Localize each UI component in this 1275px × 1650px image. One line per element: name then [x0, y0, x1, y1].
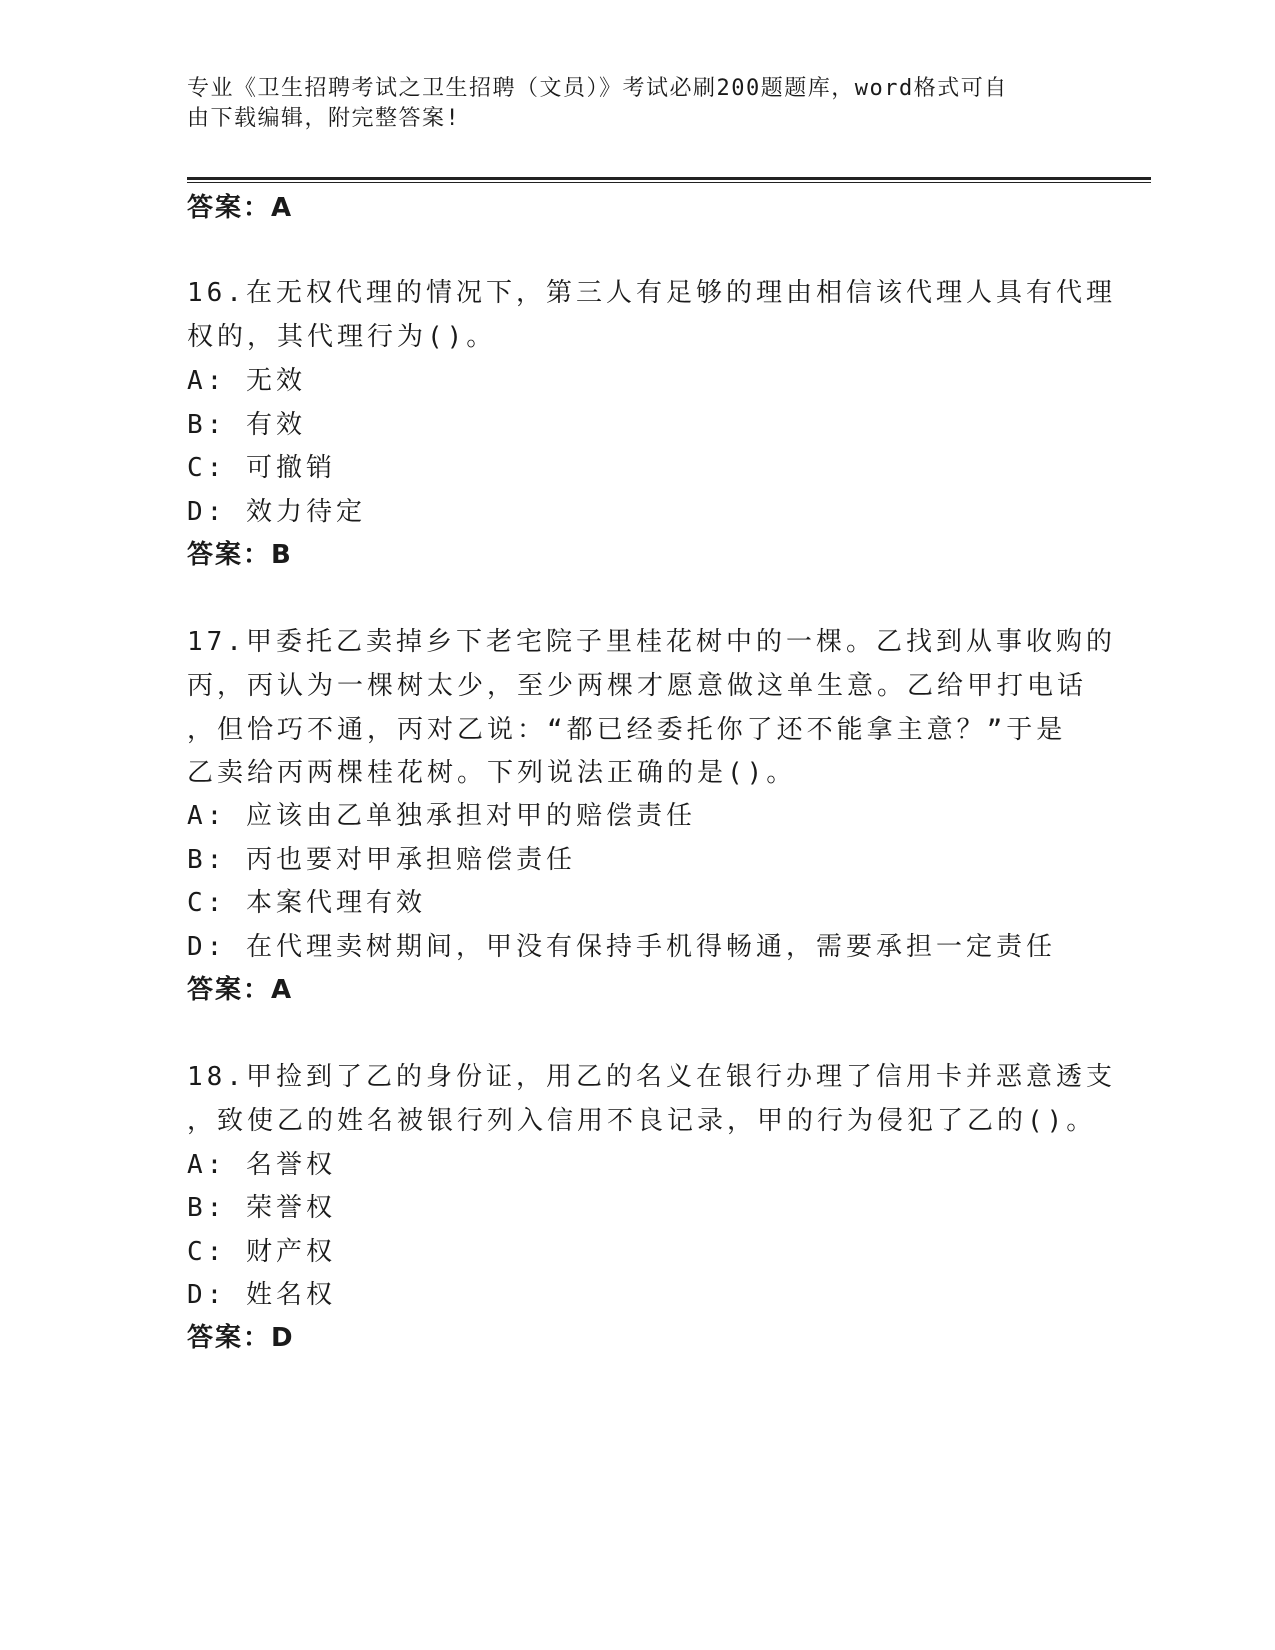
- question-17-stem-line-4: 乙卖给丙两棵桂花树。下列说法正确的是()。: [187, 758, 797, 788]
- question-17-option-b: B: 丙也要对甲承担赔偿责任: [187, 845, 576, 875]
- question-18-option-c: C: 财产权: [187, 1237, 336, 1267]
- question-17-option-d: D: 在代理卖树期间，甲没有保持手机得畅通，需要承担一定责任: [187, 932, 1056, 962]
- question-17-stem-line-2: 丙，丙认为一棵树太少，至少两棵才愿意做这单生意。乙给甲打电话: [187, 671, 1088, 701]
- question-17-option-c: C: 本案代理有效: [187, 888, 426, 918]
- question-16-stem-line-2: 权的，其代理行为()。: [187, 322, 497, 352]
- question-18-stem-line-2: ，致使乙的姓名被银行列入信用不良记录，甲的行为侵犯了乙的()。: [187, 1106, 1097, 1136]
- document-header: [187, 74, 1067, 134]
- question-16-option-a: A: 无效: [187, 366, 306, 396]
- header-line-2: 由下载编辑，附完整答案!: [187, 106, 461, 131]
- question-18-option-d: D: 姓名权: [187, 1280, 336, 1310]
- question-16-option-d: D: 效力待定: [187, 497, 366, 527]
- question-17-answer: 答案：A: [187, 975, 294, 1005]
- header-rule-thick: [187, 177, 1151, 180]
- question-18-option-b: B: 荣誉权: [187, 1193, 336, 1223]
- answer-line: 答案：A: [187, 193, 294, 223]
- header-line-1: 专业《卫生招聘考试之卫生招聘（文员）》考试必刷200题题库，word格式可自: [187, 76, 1008, 101]
- question-16-answer: 答案：B: [187, 540, 293, 570]
- question-17-stem-line-1: 17.甲委托乙卖掉乡下老宅院子里桂花树中的一棵。乙找到从事收购的: [187, 627, 1116, 657]
- question-16-stem-line-1: 16.在无权代理的情况下，第三人有足够的理由相信该代理人具有代理: [187, 278, 1116, 308]
- question-16-option-c: C: 可撤销: [187, 453, 336, 483]
- header-rule-thin: [187, 182, 1151, 183]
- question-18-answer: 答案：D: [187, 1323, 295, 1353]
- question-17-option-a: A: 应该由乙单独承担对甲的赔偿责任: [187, 801, 696, 831]
- question-18-option-a: A: 名誉权: [187, 1150, 336, 1180]
- question-18-stem-line-1: 18.甲捡到了乙的身份证，用乙的名义在银行办理了信用卡并恶意透支: [187, 1062, 1116, 1092]
- question-17-stem-line-3: ，但恰巧不通，丙对乙说：“都已经委托你了还不能拿主意？”于是: [187, 715, 1067, 745]
- question-16-option-b: B: 有效: [187, 410, 306, 440]
